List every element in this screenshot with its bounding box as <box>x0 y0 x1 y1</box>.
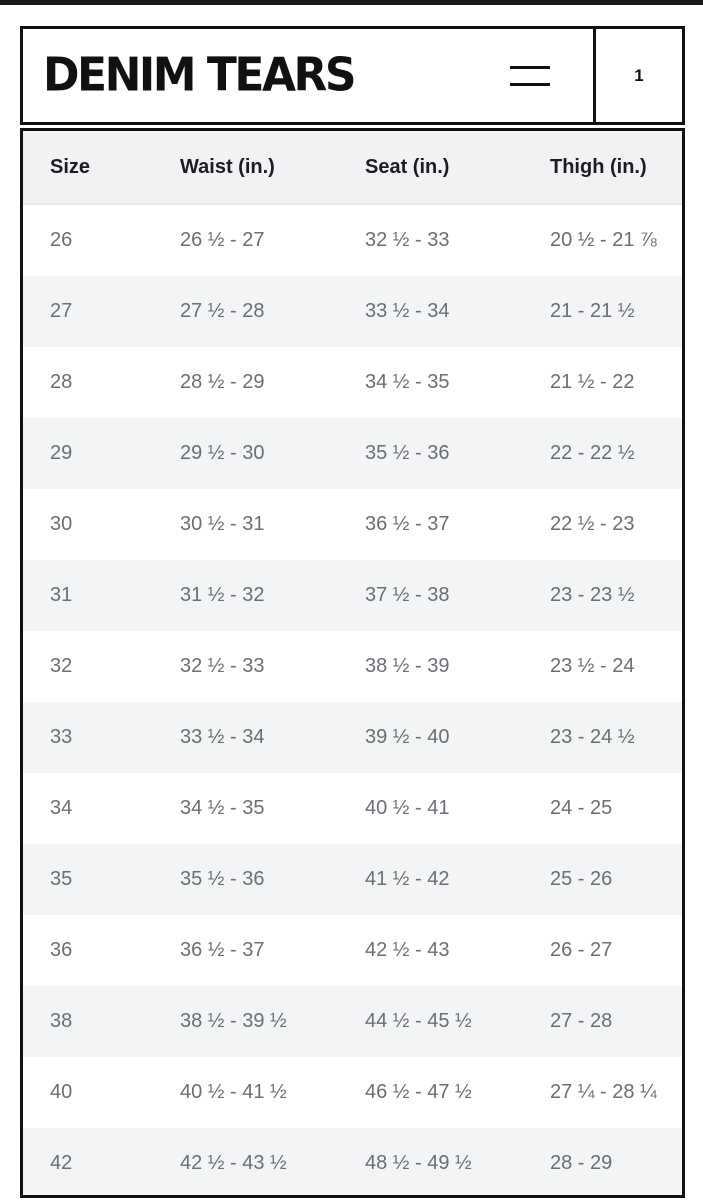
column-header-seat: Seat (in.) <box>365 131 550 204</box>
cell-size: 42 <box>23 1128 180 1198</box>
table-row <box>23 915 682 986</box>
cell-size: 29 <box>23 418 180 489</box>
cell-seat: 35 ½ - 36 <box>365 418 550 489</box>
cell-thigh: 21 - 21 ½ <box>550 276 682 347</box>
cell-size: 40 <box>23 1057 180 1128</box>
cell-size: 32 <box>23 631 180 702</box>
cell-thigh: 20 ½ - 21 ⅞ <box>550 204 682 276</box>
cell-size: 38 <box>23 986 180 1057</box>
cell-size: 35 <box>23 844 180 915</box>
cell-thigh: 21 ½ - 22 <box>550 347 682 418</box>
cell-waist: 38 ½ - 39 ½ <box>180 986 365 1057</box>
cell-size: 31 <box>23 560 180 631</box>
cell-waist: 29 ½ - 30 <box>180 418 365 489</box>
menu-bar-bottom <box>510 83 550 86</box>
column-header-thigh: Thigh (in.) <box>550 131 682 204</box>
hamburger-menu-icon[interactable] <box>493 29 567 122</box>
cell-waist: 34 ½ - 35 <box>180 773 365 844</box>
table-row <box>23 986 682 1057</box>
cell-seat: 42 ½ - 43 <box>365 915 550 986</box>
table-header-row <box>23 131 682 204</box>
cell-thigh: 27 ¼ - 28 ¼ <box>550 1057 682 1128</box>
cell-waist: 27 ½ - 28 <box>180 276 365 347</box>
cell-waist: 28 ½ - 29 <box>180 347 365 418</box>
cell-seat: 40 ½ - 41 <box>365 773 550 844</box>
cell-size: 28 <box>23 347 180 418</box>
size-table <box>23 131 682 1198</box>
cell-seat: 36 ½ - 37 <box>365 489 550 560</box>
cell-thigh: 24 - 25 <box>550 773 682 844</box>
cell-size: 33 <box>23 702 180 773</box>
menu-bar-top <box>510 66 550 69</box>
cell-seat: 48 ½ - 49 ½ <box>365 1128 550 1198</box>
cell-seat: 37 ½ - 38 <box>365 560 550 631</box>
cell-thigh: 23 - 24 ½ <box>550 702 682 773</box>
cell-thigh: 28 - 29 <box>550 1128 682 1198</box>
cell-waist: 32 ½ - 33 <box>180 631 365 702</box>
cell-thigh: 26 - 27 <box>550 915 682 986</box>
cell-thigh: 25 - 26 <box>550 844 682 915</box>
table-row <box>23 418 682 489</box>
cell-seat: 44 ½ - 45 ½ <box>365 986 550 1057</box>
cell-waist: 30 ½ - 31 <box>180 489 365 560</box>
cell-thigh: 22 - 22 ½ <box>550 418 682 489</box>
cell-waist: 33 ½ - 34 <box>180 702 365 773</box>
table-row <box>23 204 682 276</box>
table-row <box>23 1128 682 1198</box>
table-row <box>23 1057 682 1128</box>
table-row <box>23 702 682 773</box>
table-row <box>23 489 682 560</box>
table-row <box>23 276 682 347</box>
table-body <box>23 204 682 1198</box>
top-rule <box>0 0 703 5</box>
cell-thigh: 23 - 23 ½ <box>550 560 682 631</box>
cell-thigh: 27 - 28 <box>550 986 682 1057</box>
cell-waist: 31 ½ - 32 <box>180 560 365 631</box>
cell-seat: 34 ½ - 35 <box>365 347 550 418</box>
size-chart <box>20 128 685 1198</box>
cart-button[interactable] <box>596 29 682 122</box>
cell-size: 27 <box>23 276 180 347</box>
cell-size: 30 <box>23 489 180 560</box>
cell-waist: 26 ½ - 27 <box>180 204 365 276</box>
logo-link[interactable] <box>23 29 493 122</box>
cell-seat: 38 ½ - 39 <box>365 631 550 702</box>
column-header-waist: Waist (in.) <box>180 131 365 204</box>
cell-size: 26 <box>23 204 180 276</box>
table-row <box>23 773 682 844</box>
cell-waist: 35 ½ - 36 <box>180 844 365 915</box>
cell-seat: 33 ½ - 34 <box>365 276 550 347</box>
cell-size: 36 <box>23 915 180 986</box>
cell-seat: 32 ½ - 33 <box>365 204 550 276</box>
cell-waist: 40 ½ - 41 ½ <box>180 1057 365 1128</box>
brand-logo: DENIM TEARS <box>43 48 355 103</box>
cell-thigh: 23 ½ - 24 <box>550 631 682 702</box>
table-row <box>23 631 682 702</box>
cell-seat: 46 ½ - 47 ½ <box>365 1057 550 1128</box>
cell-waist: 42 ½ - 43 ½ <box>180 1128 365 1198</box>
cart-count: 1 <box>634 65 644 85</box>
table-row <box>23 844 682 915</box>
cell-seat: 41 ½ - 42 <box>365 844 550 915</box>
cell-seat: 39 ½ - 40 <box>365 702 550 773</box>
cell-waist: 36 ½ - 37 <box>180 915 365 986</box>
column-header-size: Size <box>23 131 180 204</box>
cell-size: 34 <box>23 773 180 844</box>
table-row <box>23 347 682 418</box>
table-row <box>23 560 682 631</box>
cell-thigh: 22 ½ - 23 <box>550 489 682 560</box>
site-header <box>20 26 685 125</box>
